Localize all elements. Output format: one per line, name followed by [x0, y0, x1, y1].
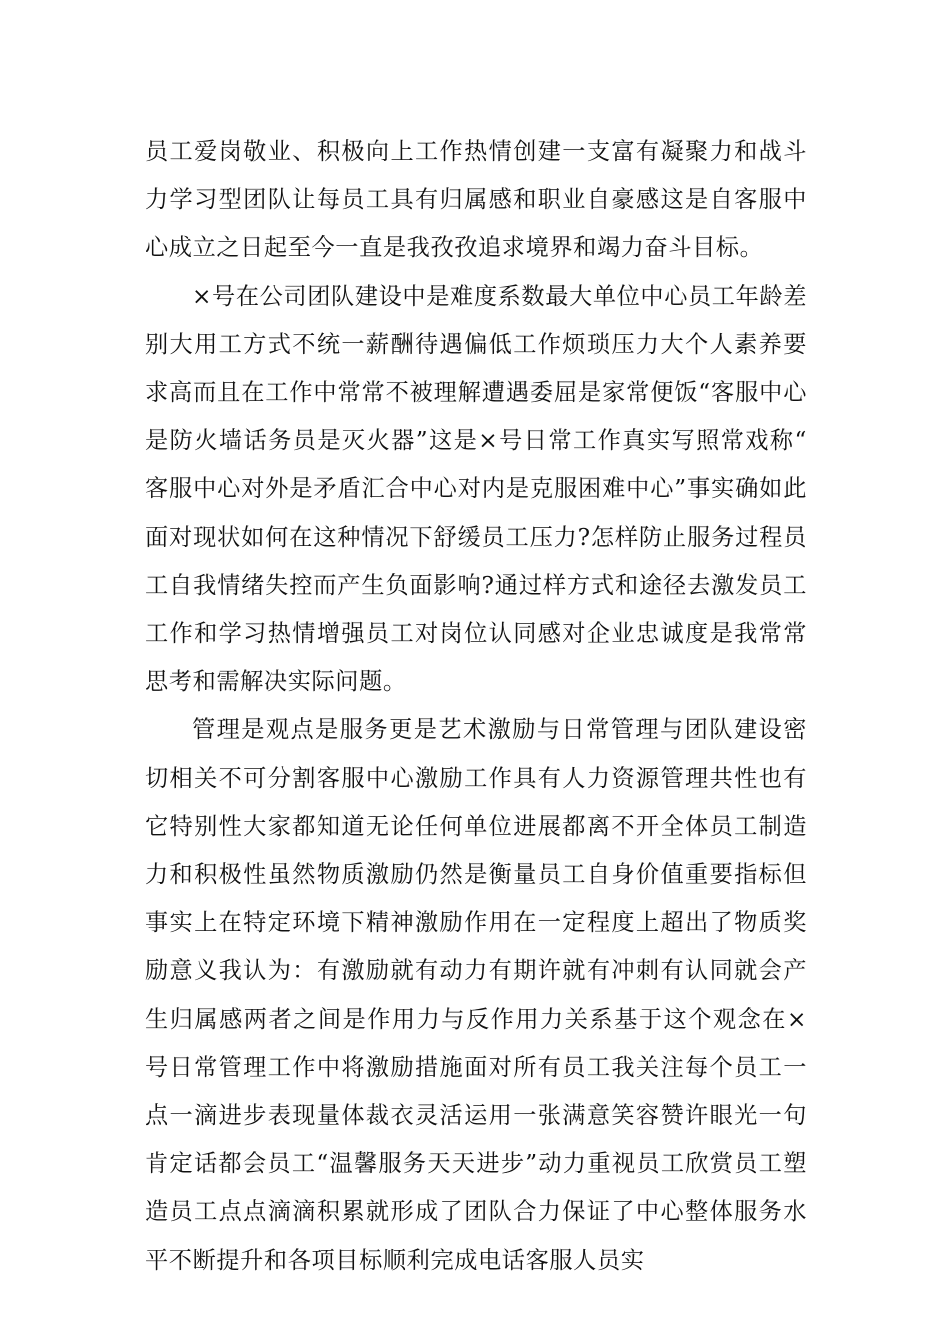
paragraph-3: 管理是观点是服务更是艺术激励与日常管理与团队建设密切相关不可分割客服中心激励工作具有人力资源管理共性也有它特别性大家都知道无论任何单位进展都离不开全体员工制造力和积极性虽然物质激励仍然是衡量员工自身价值重要指标但事实上在特定环境下精神激励作用在一定程度上超出了物质奖励意义我认为：有激励就有动力有期许就有冲刺有认同就会产生归属感两者之间是作用力与反作用力关系基于这个观念在×号日常管理工作中将激励措施面对所有员工我关注每个员工一点一滴进步表现量体裁衣灵活运用一张满意笑容赞许眼光一句肯定话都会员工“温馨服务天天进步”动力重视员工欣赏员工塑造员工点点滴滴积累就形成了团队合力保证了中心整体服务水平不断提升和各项目标顺利完成电话客服人员实 [145, 716, 807, 1274]
document-body [145, 128, 807, 1285]
paragraph-2: ×号在公司团队建设中是难度系数最大单位中心员工年龄差别大用工方式不统一薪酬待遇偏低工作烦琐压力大个人素养要求高而且在工作中常常不被理解遭遇委屈是家常便饭“客服中心是防火墙话务员是灭火器”这是×号日常工作真实写照常戏称“客服中心对外是矛盾汇合中心对内是克服困难中心”事实确如此面对现状如何在这种情况下舒缓员工压力?怎样防止服务过程员工自我情绪失控而产生负面影响?通过样方式和途径去激发员工工作和学习热情增强员工对岗位认同感对企业忠诚度是我常常思考和需解决实际问题。 [145, 282, 807, 696]
paragraph-1: 员工爱岗敬业、积极向上工作热情创建一支富有凝聚力和战斗力学习型团队让每员工具有归属感和职业自豪感这是自客服中心成立之日起至今一直是我孜孜追求境界和竭力奋斗目标。 [145, 138, 807, 262]
